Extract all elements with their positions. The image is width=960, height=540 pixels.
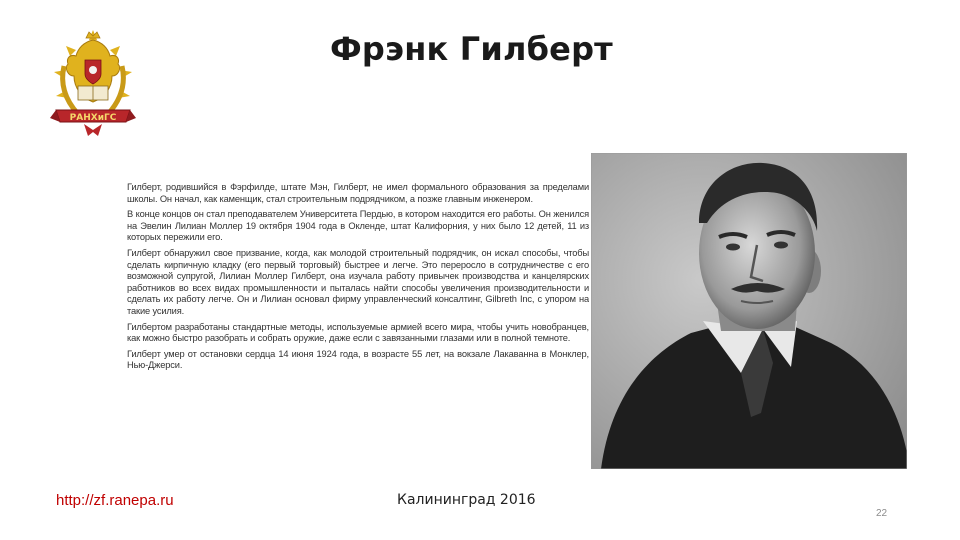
page-number: 22: [876, 508, 888, 519]
bio-paragraph: Гилберт, родившийся в Фэрфилде, штате Мэн, Гилберт, не имел формального образования за пределами школы. Он начал, как каменщик, стал строительным подрядчиком, а позже главным инженером.: [127, 182, 589, 204]
bio-paragraph: Гилбертом разработаны стандартные методы, используемые армией всего мира, чтобы учить новобранцев, как можно быстро разобрать и собрать оружие, даже если с завязанными глазами или в полной темноте.: [127, 321, 589, 344]
slide-title: Фрэнк Гилберт: [330, 30, 613, 68]
biography-text: [127, 182, 589, 434]
ranepa-emblem-icon: [48, 26, 138, 138]
footer-website-link[interactable]: http://zf.ranepa.ru: [56, 492, 174, 509]
bio-paragraph: Гилберт обнаружил свое призвание, когда, как молодой строительный подрядчик, он искал способы, чтобы сделать кирпичную кладку (его первый торговый) быстрее и легче. Это переросло в сотрудничестве с его возможной супругой, Лилиан Моллер Гилберт, она изучала работу привычек производства и канцелярских работников во всех видах промышленности и пыталась найти способы увеличения производительности и сделать их работу легче. Он и Лилиан основал фирму управленческий консалтинг, Gilbreth Inc, с упором на такие усилия.: [127, 247, 589, 316]
portrait-photo: [591, 153, 907, 469]
footer-city-year: Калининград 2016: [397, 492, 536, 508]
bio-paragraph: В конце концов он стал преподавателем Университета Пердью, в котором находится его работы. Он женился на Эвелин Лилиан Моллер 19 октября 1904 года в Окленде, штат Калифорния, у них было 12 детей, 11 из которых пережили его.: [127, 209, 589, 243]
svg-text:РАНХиГС: РАНХиГС: [69, 113, 117, 123]
bio-paragraph: Гилберт умер от остановки сердца 14 июня 1924 года, в возрасте 55 лет, на вокзале Лакаванна в Монклер, Нью-Джерси.: [127, 348, 589, 371]
ranepa-logo: [48, 26, 138, 138]
